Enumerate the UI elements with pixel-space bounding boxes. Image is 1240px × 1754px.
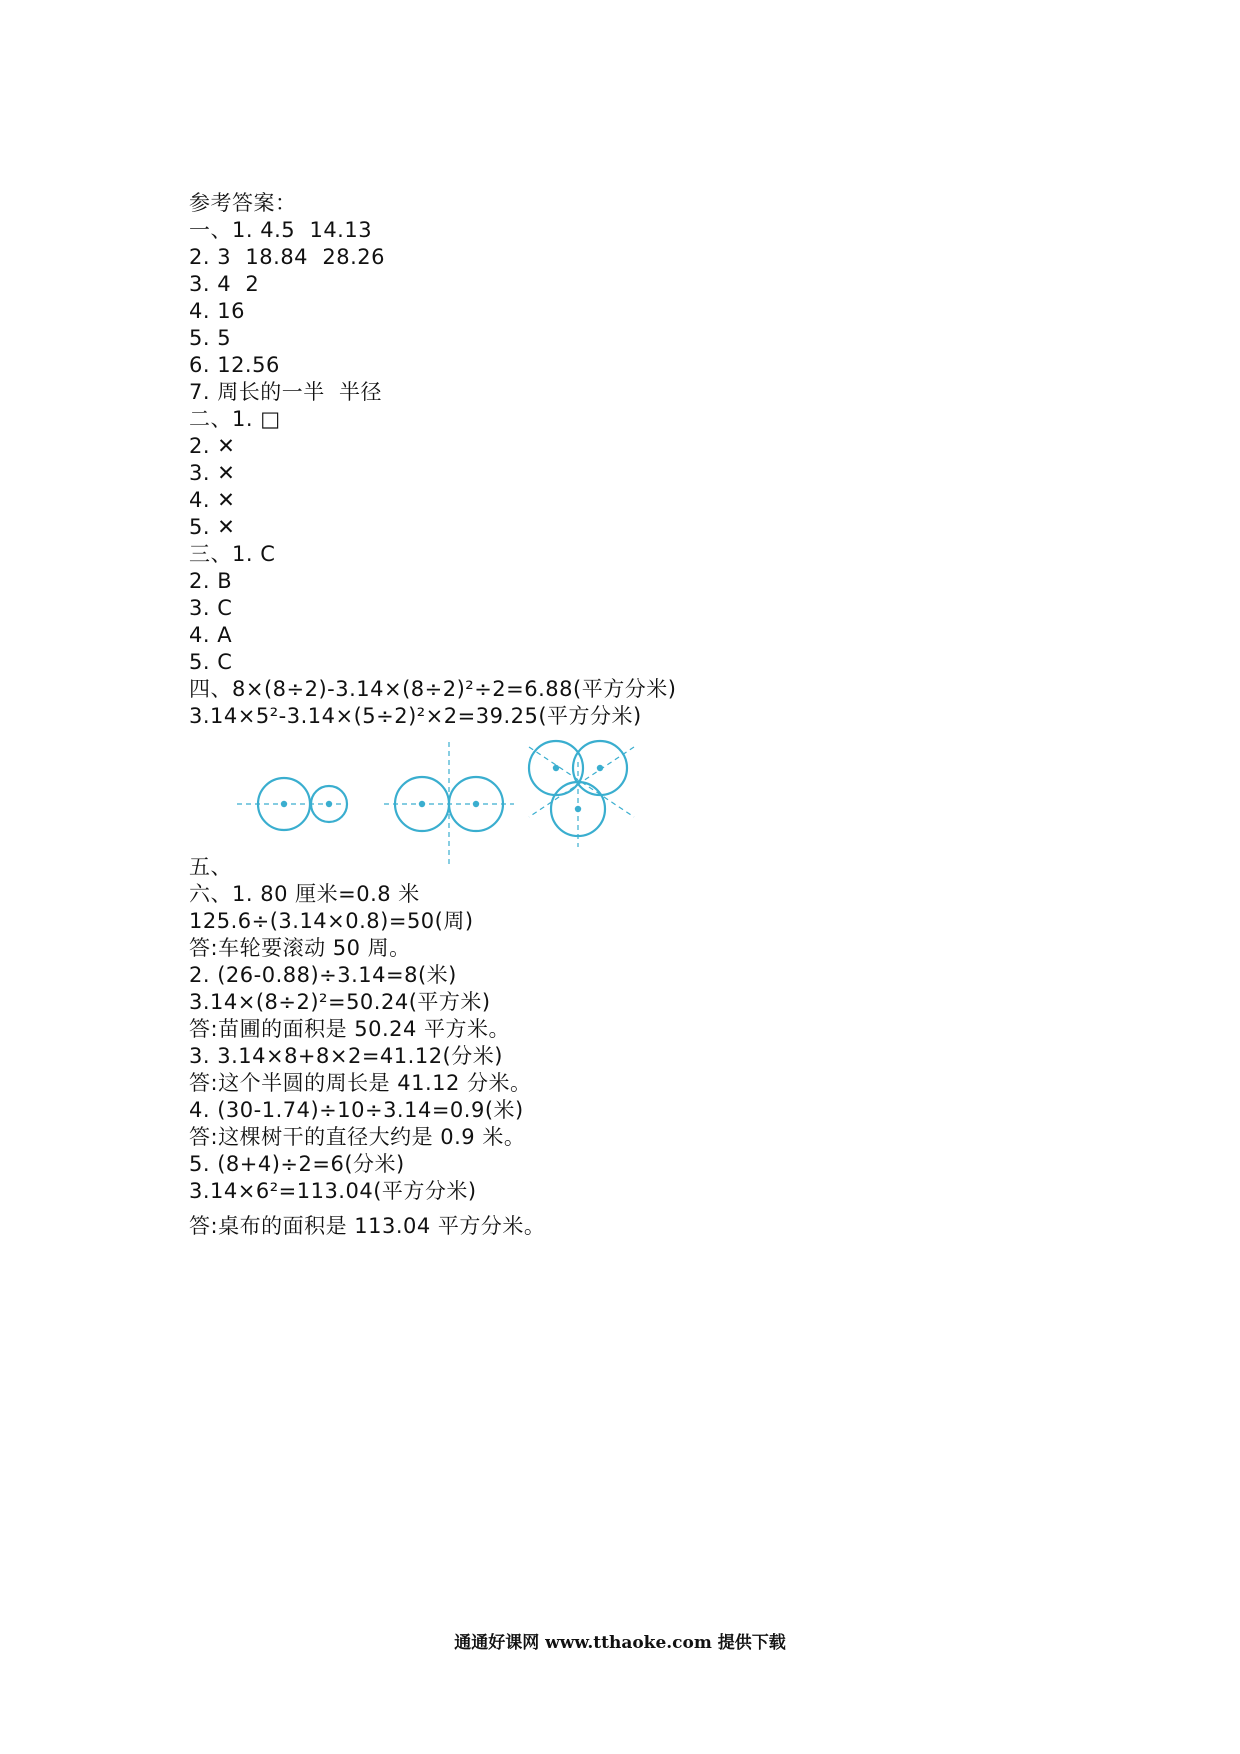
section4-line2: 3.14×5²-3.14×(5÷2)²×2=39.25(平方分米)	[189, 704, 642, 728]
answer-line: 3.14×(8÷2)²=50.24(平方米)	[189, 990, 491, 1014]
answer-line: 答:苗圃的面积是 50.24 平方米。	[189, 1017, 511, 1041]
section4-line1: 四、8×(8÷2)-3.14×(8÷2)²÷2=6.88(平方分米)	[189, 677, 677, 701]
answer-line: 3.14×6²=113.04(平方分米)	[189, 1179, 477, 1203]
answer-line: 3. C	[189, 596, 233, 620]
answer-line: 答:这棵树干的直径大约是 0.9 米。	[189, 1125, 526, 1149]
answer-line: 3. ✕	[189, 461, 236, 485]
answer-line: 2. ✕	[189, 434, 236, 458]
answer-key	[189, 190, 1089, 1240]
answer-line: 2. B	[189, 569, 233, 593]
footer-credit: 通通好课网 www.tthaoke.com 提供下载	[454, 1633, 786, 1653]
answer-line: 2. 3 18.84 28.26	[189, 245, 386, 269]
answer-line: 4. A	[189, 623, 233, 647]
answer-line: 3. 3.14×8+8×2=41.12(分米)	[189, 1044, 503, 1068]
answer-line: 5. ✕	[189, 515, 236, 539]
answer-line: 5. 5	[189, 326, 232, 350]
answer-title: 参考答案：	[189, 191, 297, 215]
answer-line: 4. ✕	[189, 488, 236, 512]
circle-figures	[189, 730, 1089, 854]
answer-line: 125.6÷(3.14×0.8)=50(周)	[189, 909, 474, 933]
answer-line: 5. (8+4)÷2=6(分米)	[189, 1152, 405, 1176]
answer-line: 三、1. C	[189, 542, 276, 566]
answer-line: 六、1. 80 厘米=0.8 米	[189, 882, 420, 906]
answer-line: 一、1. 4.5 14.13	[189, 218, 373, 242]
answer-line: 4. (30-1.74)÷10÷3.14=0.9(米)	[189, 1098, 524, 1122]
answer-line: 答:车轮要滚动 50 周。	[189, 936, 411, 960]
answer-line: 2. (26-0.88)÷3.14=8(米)	[189, 963, 457, 987]
answer-line: 4. 16	[189, 299, 245, 323]
answer-line: 6. 12.56	[189, 353, 280, 377]
answer-line: 二、1. □	[189, 407, 281, 431]
answer-line: 5. C	[189, 650, 233, 674]
answer-line: 7. 周长的一半 半径	[189, 380, 383, 404]
circle-diagram	[234, 722, 694, 872]
section5-label: 五、	[189, 855, 232, 879]
answer-line: 答:这个半圆的周长是 41.12 分米。	[189, 1071, 532, 1095]
answer-line: 答:桌布的面积是 113.04 平方分米。	[189, 1214, 546, 1238]
answer-line: 3. 4 2	[189, 272, 260, 296]
